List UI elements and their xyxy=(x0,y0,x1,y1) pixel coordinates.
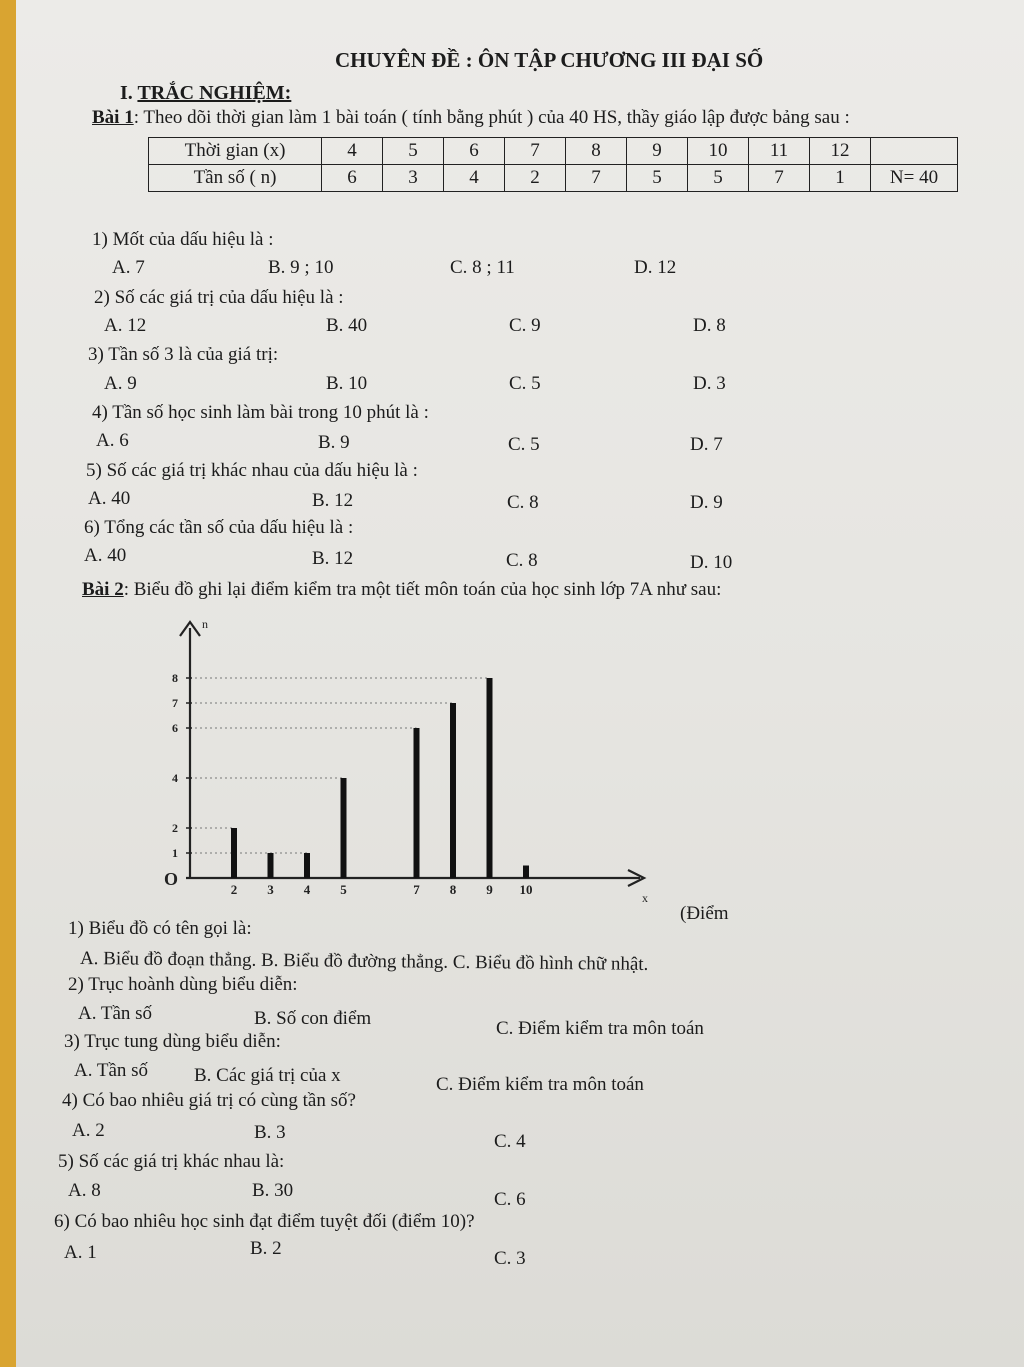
answer-option: A. Tần số xyxy=(74,1060,149,1081)
chart-x-ticks xyxy=(231,882,533,897)
bai1-question-6: 6) Tổng các tần số của dấu hiệu là : xyxy=(84,517,354,538)
chart-y-tick-label: 4 xyxy=(172,771,178,785)
answer-option: D. 3 xyxy=(693,373,726,394)
bai2-question-1: 1) Biểu đồ có tên gọi là: xyxy=(68,918,252,939)
answer-option: B. 12 xyxy=(312,548,354,569)
section-heading xyxy=(120,82,291,105)
answer-option: B. 9 xyxy=(318,432,350,453)
chart-bar xyxy=(341,778,347,878)
answer-option: A. 1 xyxy=(64,1242,97,1263)
answer-option: A. 7 xyxy=(112,257,145,278)
chart-x-tick-label: 9 xyxy=(486,882,493,897)
answer-option: D. 9 xyxy=(690,492,723,513)
answer-option: D. 7 xyxy=(690,434,723,455)
table-row xyxy=(149,138,958,165)
answer-option: B. 40 xyxy=(326,315,368,336)
table-header-n: Tần số ( n) xyxy=(149,165,322,192)
chart-x-tick-label: 5 xyxy=(340,882,347,897)
table-cell: 3 xyxy=(383,165,444,192)
answer-option: C. 4 xyxy=(494,1131,526,1152)
answer-option: C. 8 xyxy=(506,550,538,571)
bai1-label: Bài 1 xyxy=(92,107,134,128)
section-name: TRẮC NGHIỆM: xyxy=(137,82,292,104)
answer-option: A. 6 xyxy=(96,430,129,451)
answer-option: C. Điểm kiểm tra môn toán xyxy=(436,1074,644,1095)
bai2-question-6: 6) Có bao nhiêu học sinh đạt điểm tuyệt đối (điểm 10)? xyxy=(54,1211,475,1232)
answer-option: B. Số con điểm xyxy=(254,1008,372,1029)
bai2-question-5: 5) Số các giá trị khác nhau là: xyxy=(58,1151,285,1172)
table-cell: 5 xyxy=(383,138,444,165)
answer-option: C. 3 xyxy=(494,1248,526,1269)
origin-label: O xyxy=(164,869,179,889)
answer-option: A. Tần số xyxy=(78,1003,153,1024)
chart-y-tick-label: 2 xyxy=(172,821,178,835)
table-header-x: Thời gian (x) xyxy=(149,138,322,165)
table-cell: 10 xyxy=(688,138,749,165)
bai1-question-1: 1) Mốt của dấu hiệu là : xyxy=(92,229,274,250)
answer-option: C. 8 xyxy=(507,492,539,513)
answer-option: A. 8 xyxy=(68,1180,101,1201)
answer-option: B. 2 xyxy=(250,1238,282,1259)
y-axis-label: n xyxy=(202,617,208,631)
table-cell-total: N= 40 xyxy=(871,165,958,192)
page-title: CHUYÊN ĐỀ : ÔN TẬP CHƯƠNG III ĐẠI SỐ xyxy=(335,48,764,72)
chart-bar xyxy=(487,678,493,878)
x-axis-unit-note: (Điểm xyxy=(680,903,729,924)
answer-option: B. 9 ; 10 xyxy=(268,257,334,278)
answer-option: C. Điểm kiểm tra môn toán xyxy=(496,1018,704,1039)
bai1-question-2: 2) Số các giá trị của dấu hiệu là : xyxy=(94,287,344,308)
bai2-intro xyxy=(82,579,721,601)
table-cell: 2 xyxy=(505,165,566,192)
table-cell: 6 xyxy=(444,138,505,165)
table-cell: 6 xyxy=(322,165,383,192)
answer-option: A. 40 xyxy=(88,488,131,509)
chart-bar xyxy=(523,866,529,879)
answer-option: C. 6 xyxy=(494,1189,526,1210)
chart-x-tick-label: 3 xyxy=(267,882,274,897)
answer-option: B. 12 xyxy=(312,490,354,511)
table-cell: 12 xyxy=(810,138,871,165)
x-axis-label: x xyxy=(642,891,648,905)
bai1-intro xyxy=(92,107,850,129)
bai1-question-4: 4) Tần số học sinh làm bài trong 10 phút là : xyxy=(92,402,429,423)
bai2-label: Bài 2 xyxy=(82,579,124,600)
bai2-question-2: 2) Trục hoành dùng biểu diễn: xyxy=(68,974,298,995)
table-cell: 5 xyxy=(688,165,749,192)
answer-option: C. 5 xyxy=(509,373,541,394)
chart-y-tick-label: 6 xyxy=(172,721,178,735)
frequency-table xyxy=(148,137,958,192)
chart-x-tick-label: 8 xyxy=(449,882,457,897)
table-cell: 4 xyxy=(444,165,505,192)
table-cell: 11 xyxy=(749,138,810,165)
bai2-question-3: 3) Trục tung dùng biểu diễn: xyxy=(64,1031,281,1052)
chart-bar xyxy=(414,728,420,878)
table-cell: 7 xyxy=(566,165,627,192)
bai1-question-5: 5) Số các giá trị khác nhau của dấu hiệu là : xyxy=(86,460,418,481)
chart-y-tick-label: 8 xyxy=(172,671,178,685)
bai2-question-4: 4) Có bao nhiêu giá trị có cùng tần số? xyxy=(62,1090,356,1111)
section-number: I. xyxy=(120,82,133,104)
answer-option: A. Biểu đồ đoạn thẳng. B. Biểu đồ đường thẳng. C. Biểu đồ hình chữ nhật. xyxy=(79,948,649,975)
answer-option: A. 9 xyxy=(104,373,137,394)
table-cell: 4 xyxy=(322,138,383,165)
answer-option: D. 10 xyxy=(690,552,733,573)
answer-option: B. 10 xyxy=(326,373,368,394)
bai1-text: : Theo dõi thời gian làm 1 bài toán ( tính bằng phút ) của 40 HS, thầy giáo lập được bảng sau : xyxy=(133,107,850,128)
answer-option: B. Các giá trị của x xyxy=(194,1065,341,1086)
table-cell: 9 xyxy=(627,138,688,165)
chart-bar xyxy=(304,853,310,878)
table-cell: 5 xyxy=(627,165,688,192)
chart-x-tick-label: 10 xyxy=(519,882,533,897)
chart-y-tick-label: 1 xyxy=(172,846,178,860)
table-cell: 1 xyxy=(810,165,871,192)
table-cell: 7 xyxy=(505,138,566,165)
chart-x-tick-label: 2 xyxy=(230,882,238,897)
chart-bar xyxy=(231,828,237,878)
chart-bar xyxy=(450,703,456,878)
answer-option: D. 8 xyxy=(693,315,726,336)
chart-x-tick-label: 4 xyxy=(303,882,311,897)
answer-option: D. 12 xyxy=(634,257,677,278)
bai1-question-3: 3) Tần số 3 là của giá trị: xyxy=(88,344,279,365)
answer-option: C. 5 xyxy=(508,434,540,455)
answer-option: C. 9 xyxy=(509,315,541,336)
table-cell xyxy=(871,138,958,165)
answer-option: B. 3 xyxy=(254,1122,286,1143)
table-cell: 7 xyxy=(749,165,810,192)
bar-chart xyxy=(150,612,670,912)
chart-bar xyxy=(268,853,274,878)
answer-option: A. 2 xyxy=(72,1120,105,1141)
answer-option: C. 8 ; 11 xyxy=(450,257,515,278)
chart-y-tick-label: 7 xyxy=(172,696,178,710)
answer-option: B. 30 xyxy=(252,1180,294,1201)
chart-x-tick-label: 7 xyxy=(413,882,420,897)
chart-guides xyxy=(190,678,490,853)
bai2-text: : Biểu đồ ghi lại điểm kiểm tra một tiết môn toán của học sinh lớp 7A như sau: xyxy=(123,579,722,600)
answer-option: A. 12 xyxy=(104,315,147,336)
answer-option: A. 40 xyxy=(84,545,127,566)
table-row xyxy=(149,165,958,192)
table-cell: 8 xyxy=(566,138,627,165)
